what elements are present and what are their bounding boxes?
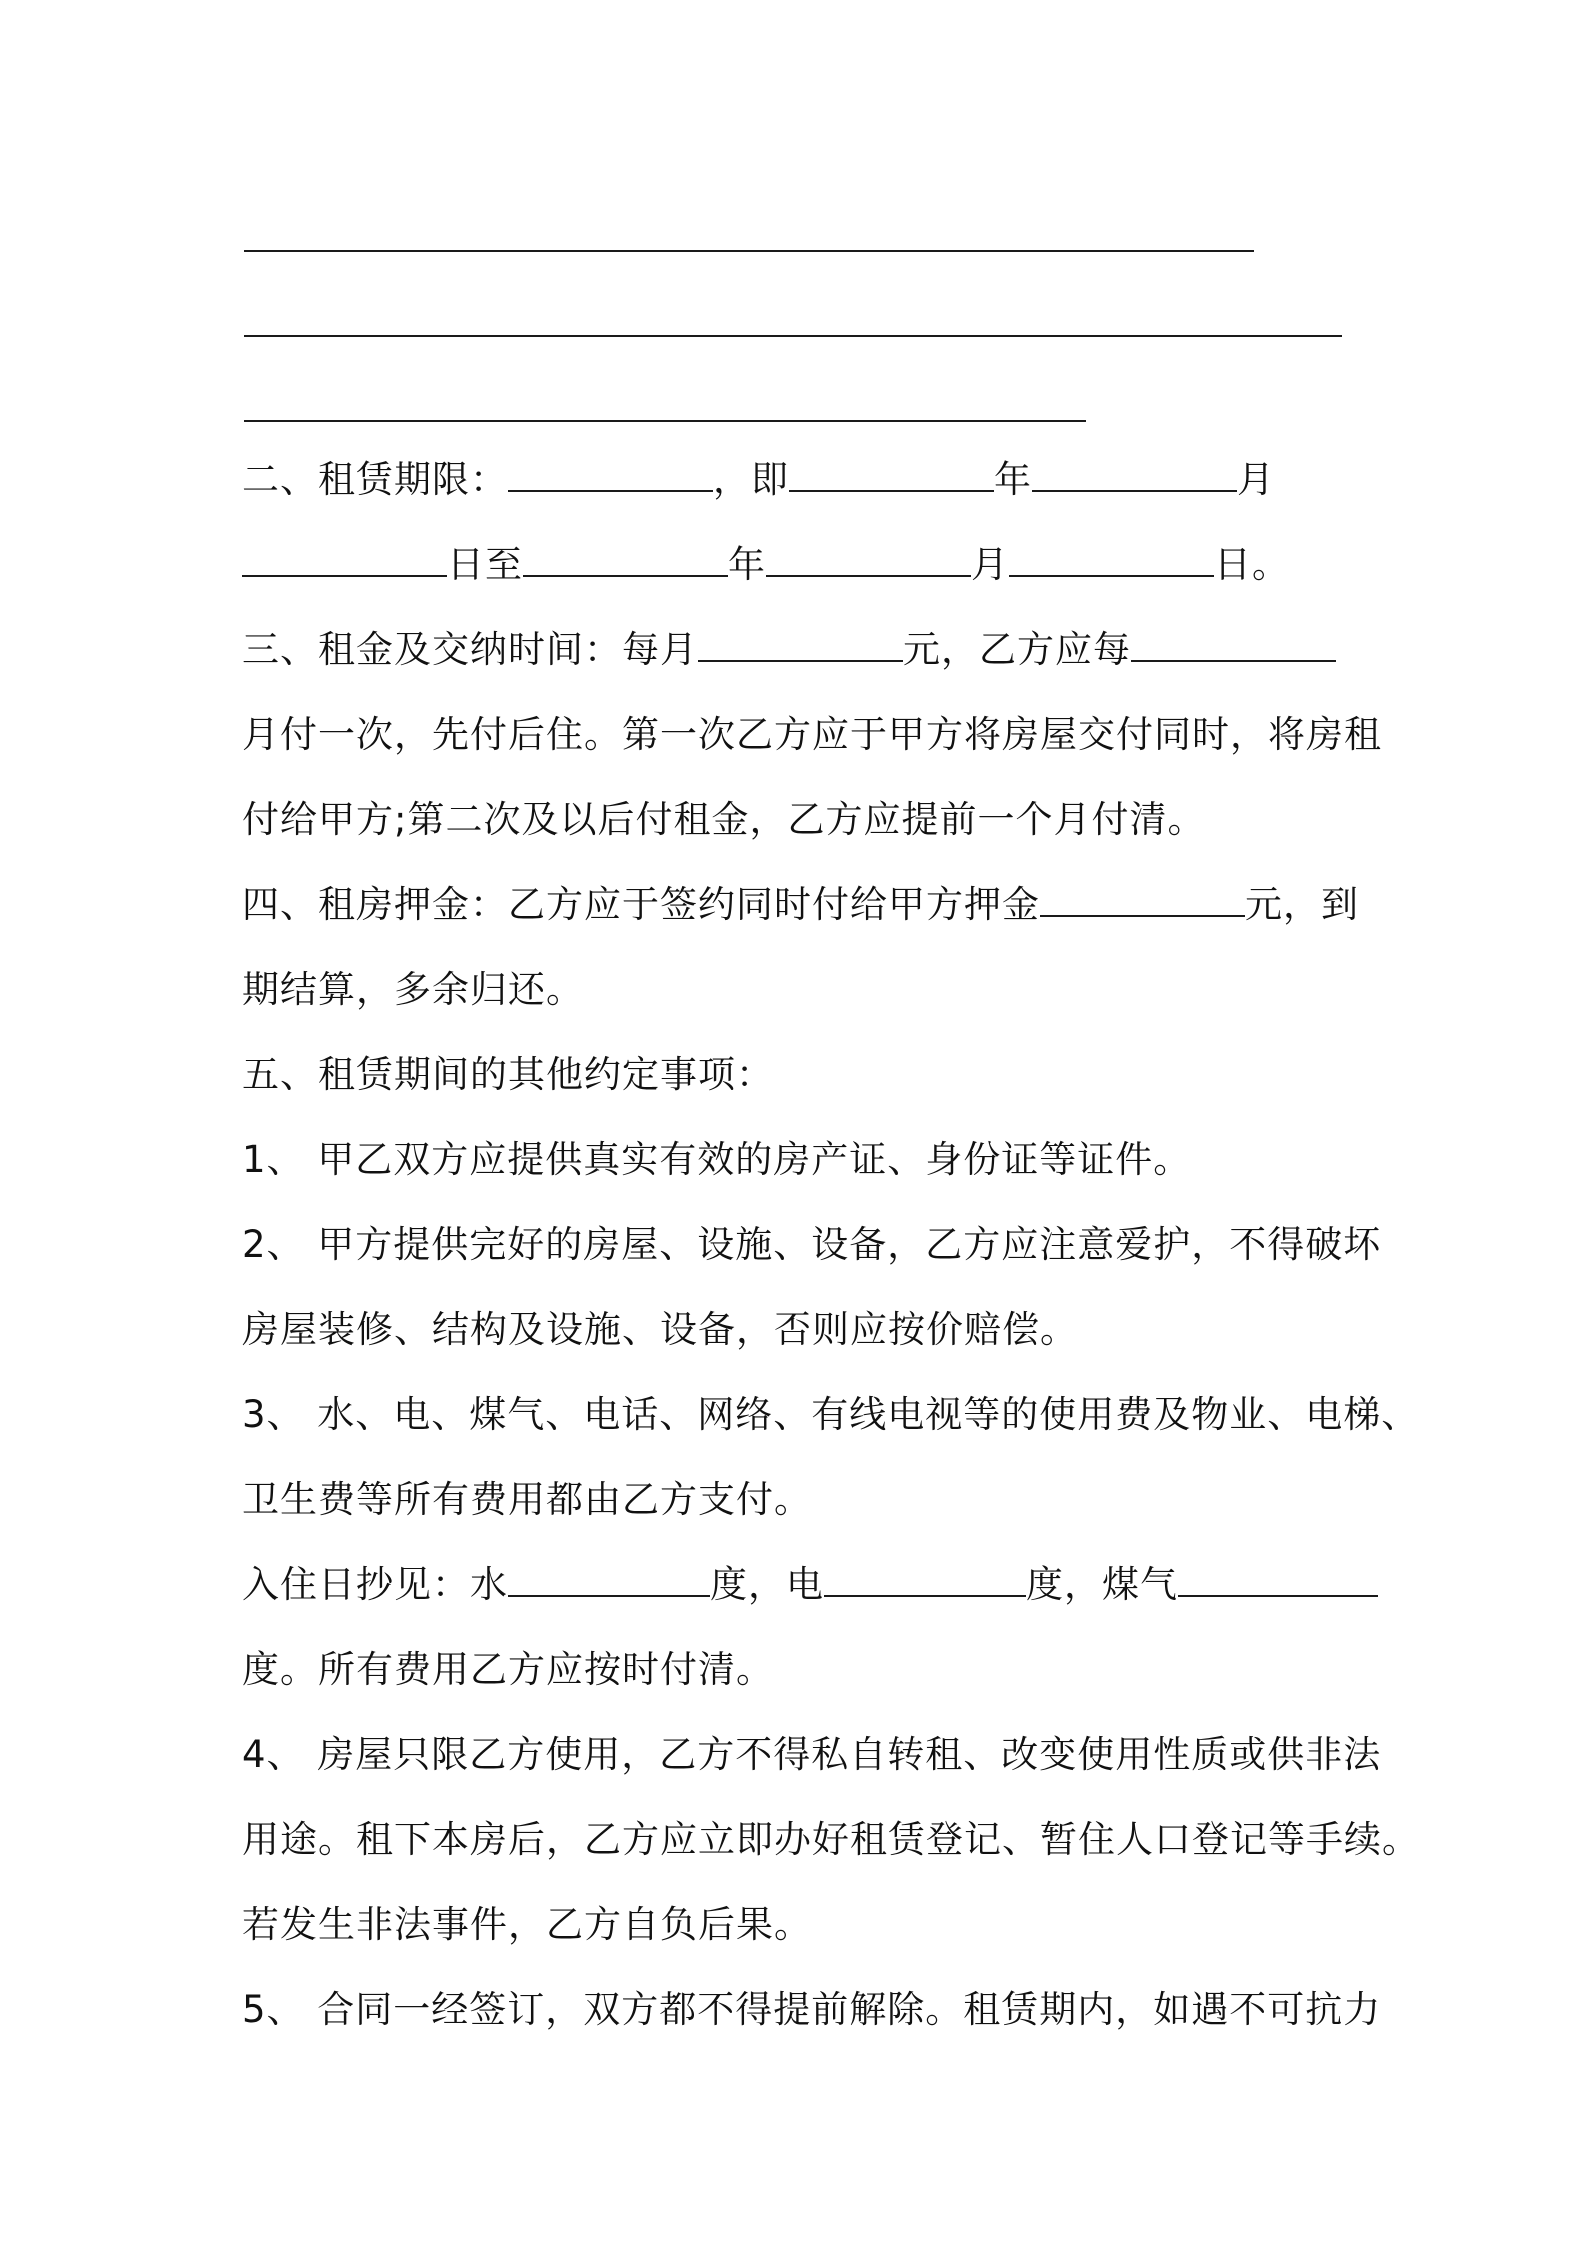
section5-heading: 五、租赁期间的其他约定事项： xyxy=(242,1053,774,1096)
gas-reading-blank xyxy=(1178,1565,1378,1597)
section4-yuan: 元，到 xyxy=(1245,883,1359,926)
end-year-blank xyxy=(523,545,728,577)
section5-item5-line1: 5、 合同一经签订，双方都不得提前解除。租赁期内，如遇不可抗力 xyxy=(242,1988,1382,2031)
section2-day-end: 日。 xyxy=(1214,543,1290,586)
blank-rule-2 xyxy=(244,335,1342,337)
section2-month2: 月 xyxy=(971,543,1009,586)
section2-ji: ，即 xyxy=(713,458,789,501)
blank-rule-1 xyxy=(244,250,1254,252)
section4-line2: 期结算，多余归还。 xyxy=(242,968,584,1011)
section2-year2: 年 xyxy=(728,543,766,586)
section3-label: 三、租金及交纳时间：每月 xyxy=(242,628,698,671)
section2-month: 月 xyxy=(1237,458,1275,501)
pay-interval-blank xyxy=(1131,630,1336,662)
section5-item2-line2: 房屋装修、结构及设施、设备，否则应按价赔偿。 xyxy=(242,1308,1078,1351)
section2-label: 二、租赁期限： xyxy=(242,458,508,501)
section3-line2: 月付一次，先付后住。第一次乙方应于甲方将房屋交付同时，将房租 xyxy=(242,713,1382,756)
section5-item3-line2: 卫生费等所有费用都由乙方支付。 xyxy=(242,1478,812,1521)
section4-line1 xyxy=(242,880,1359,930)
section5-item2-line1: 2、 甲方提供完好的房屋、设施、设备，乙方应注意爱护，不得破坏 xyxy=(242,1223,1382,1266)
section2-day-to: 日至 xyxy=(447,543,523,586)
meter-prefix: 入住日抄见：水 xyxy=(242,1563,508,1606)
meter-du-gas: 度，煤气 xyxy=(1026,1563,1178,1606)
end-month-blank xyxy=(766,545,971,577)
section2-line1 xyxy=(242,455,1275,505)
deposit-blank xyxy=(1040,885,1245,917)
lease-term-blank xyxy=(508,460,713,492)
monthly-rent-blank xyxy=(698,630,903,662)
electric-reading-blank xyxy=(824,1565,1026,1597)
meter-reading-line1 xyxy=(242,1560,1378,1610)
section3-yuan: 元，乙方应每 xyxy=(903,628,1131,671)
section3-line1 xyxy=(242,625,1336,675)
end-day-blank xyxy=(1009,545,1214,577)
start-month-blank xyxy=(1032,460,1237,492)
start-year-blank xyxy=(789,460,994,492)
meter-reading-line2: 度。所有费用乙方应按时付清。 xyxy=(242,1648,774,1691)
section2-year: 年 xyxy=(994,458,1032,501)
section5-item4-line1: 4、 房屋只限乙方使用，乙方不得私自转租、改变使用性质或供非法 xyxy=(242,1733,1382,1776)
section5-item4-line2: 用途。租下本房后，乙方应立即办好租赁登记、暂住人口登记等手续。 xyxy=(242,1818,1420,1861)
meter-du-electric: 度，电 xyxy=(710,1563,824,1606)
section4-label: 四、租房押金：乙方应于签约同时付给甲方押金 xyxy=(242,883,1040,926)
section3-line3: 付给甲方;第二次及以后付租金，乙方应提前一个月付清。 xyxy=(242,798,1206,841)
section5-item4-line3: 若发生非法事件，乙方自负后果。 xyxy=(242,1903,812,1946)
section5-item1: 1、 甲乙双方应提供真实有效的房产证、身份证等证件。 xyxy=(242,1138,1192,1181)
blank-rule-3 xyxy=(244,420,1086,422)
section2-line2 xyxy=(242,540,1290,590)
start-day-blank xyxy=(242,545,447,577)
section5-item3-line1: 3、 水、电、煤气、电话、网络、有线电视等的使用费及物业、电梯、 xyxy=(242,1393,1420,1436)
water-reading-blank xyxy=(508,1565,710,1597)
